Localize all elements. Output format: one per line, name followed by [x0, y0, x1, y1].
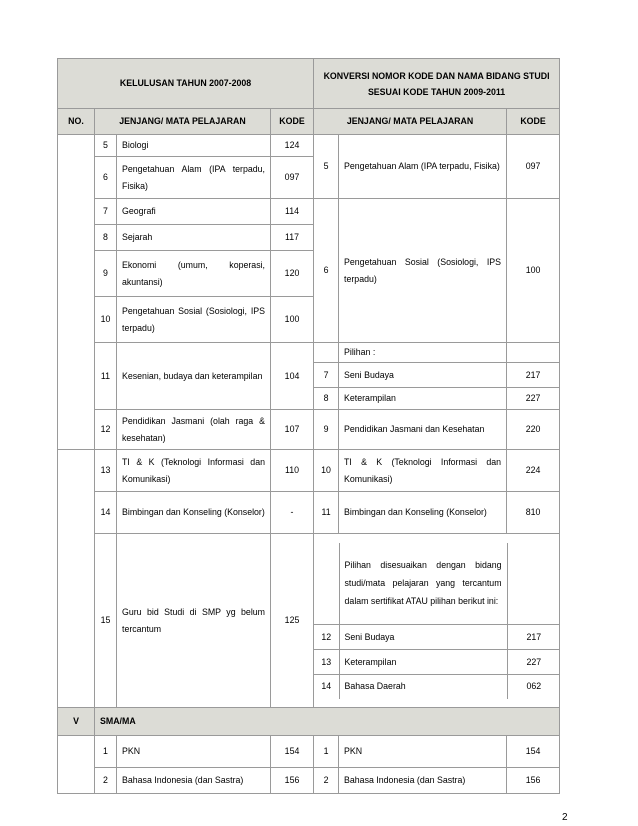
- new-row-number: 6: [314, 199, 339, 343]
- subject-code: 104: [271, 343, 314, 410]
- subject-code: 125: [271, 534, 314, 708]
- subject-name: Pendidikan Jasmani (olah raga & kesehatan): [117, 410, 271, 450]
- row-number: 14: [95, 492, 117, 534]
- subject-name: Kesenian, budaya dan keterampilan: [117, 343, 271, 410]
- new-row-number: 12: [314, 625, 339, 650]
- nested-table: [314, 543, 560, 699]
- left-header-title: KELULUSAN TAHUN 2007-2008: [58, 59, 314, 109]
- subject-name: Bahasa Indonesia (dan Sastra): [117, 768, 271, 794]
- new-subject-code: 097: [507, 135, 560, 199]
- blank-cell: [314, 343, 339, 363]
- new-subject-code: 810: [507, 492, 560, 534]
- new-row-number: 11: [314, 492, 339, 534]
- row-number: 9: [95, 251, 117, 297]
- table-row: [314, 625, 560, 650]
- new-subject-name: PKN: [339, 736, 507, 768]
- right-header-title: KONVERSI NOMOR KODE DAN NAMA BIDANG STUDI SESUAI KODE TAHUN 2009-2011: [314, 59, 560, 109]
- subject-name: Sejarah: [117, 225, 271, 251]
- new-subject-code: 220: [507, 410, 560, 450]
- new-subject-code: 062: [507, 675, 560, 699]
- table-row: [58, 199, 560, 225]
- new-subject-code: 227: [507, 388, 560, 410]
- subject-code: 107: [271, 410, 314, 450]
- subject-name: TI & K (Teknologi Informasi dan Komunikasi): [117, 450, 271, 492]
- new-row-number: 1: [314, 736, 339, 768]
- new-subject-code: 227: [507, 650, 560, 675]
- subject-name: Biologi: [117, 135, 271, 157]
- new-subject-code: 154: [507, 736, 560, 768]
- new-subject-name: Seni Budaya: [339, 625, 507, 650]
- blank-no-cell: [58, 450, 95, 708]
- new-row-number: 8: [314, 388, 339, 410]
- section-roman: V: [58, 708, 95, 736]
- row-number: 13: [95, 450, 117, 492]
- pilihan-note: Pilihan disesuaikan dengan bidang studi/mata pelajaran yang tercantum dalam sertifikat ATAU pilihan berikut ini:: [339, 543, 507, 625]
- row-number: 10: [95, 297, 117, 343]
- subject-code: 117: [271, 225, 314, 251]
- new-subject-name: Bahasa Indonesia (dan Sastra): [339, 768, 507, 794]
- new-row-number: 10: [314, 450, 339, 492]
- table-row: [58, 135, 560, 157]
- col-kode-left-header: KODE: [271, 109, 314, 135]
- table-row: [58, 736, 560, 768]
- new-subject-name: Pendidikan Jasmani dan Kesehatan: [339, 410, 507, 450]
- row-number: 15: [95, 534, 117, 708]
- blank-cell: [507, 343, 560, 363]
- new-subject-code: 156: [507, 768, 560, 794]
- subject-code: 154: [271, 736, 314, 768]
- table-row: [58, 450, 560, 492]
- subject-name: Pengetahuan Sosial (Sosiologi, IPS terpadu): [117, 297, 271, 343]
- subject-name: Pengetahuan Alam (IPA terpadu, Fisika): [117, 157, 271, 199]
- subject-code: 124: [271, 135, 314, 157]
- table-row: [58, 768, 560, 794]
- subject-code: 156: [271, 768, 314, 794]
- new-row-number: 13: [314, 650, 339, 675]
- page-number: 2: [562, 812, 568, 823]
- new-subject-name: Bimbingan dan Konseling (Konselor): [339, 492, 507, 534]
- new-subject-name: Pengetahuan Sosial (Sosiologi, IPS terpadu): [339, 199, 507, 343]
- subject-code: 100: [271, 297, 314, 343]
- new-subject-name: TI & K (Teknologi Informasi dan Komunikasi): [339, 450, 507, 492]
- blank-no-cell: [58, 736, 95, 794]
- row-number: 1: [95, 736, 117, 768]
- conversion-table: [57, 58, 560, 794]
- table-row: [58, 492, 560, 534]
- pilihan-block: [314, 534, 560, 708]
- subject-name: Guru bid Studi di SMP yg belum tercantum: [117, 534, 271, 708]
- table-row: [314, 650, 560, 675]
- new-subject-code: 217: [507, 363, 560, 388]
- row-number: 8: [95, 225, 117, 251]
- new-row-number: 14: [314, 675, 339, 699]
- col-no-header: NO.: [58, 109, 95, 135]
- new-row-number: 5: [314, 135, 339, 199]
- new-subject-name: Keterampilan: [339, 388, 507, 410]
- col-kode-right-header: KODE: [507, 109, 560, 135]
- subject-name: Geografi: [117, 199, 271, 225]
- blank-cell: [314, 543, 339, 625]
- col-jenjang-right-header: JENJANG/ MATA PELAJARAN: [314, 109, 507, 135]
- table-row: [58, 410, 560, 450]
- subject-name: PKN: [117, 736, 271, 768]
- row-number: 7: [95, 199, 117, 225]
- section-row: [58, 708, 560, 736]
- blank-no-cell: [58, 135, 95, 450]
- subject-code: 110: [271, 450, 314, 492]
- table-row: [314, 675, 560, 699]
- new-subject-name: Seni Budaya: [339, 363, 507, 388]
- new-subject-name: Bahasa Daerah: [339, 675, 507, 699]
- new-row-number: 2: [314, 768, 339, 794]
- new-row-number: 9: [314, 410, 339, 450]
- section-label: SMA/MA: [95, 708, 560, 736]
- subject-code: -: [271, 492, 314, 534]
- new-subject-code: 100: [507, 199, 560, 343]
- subject-name: Ekonomi (umum, koperasi, akuntansi): [117, 251, 271, 297]
- table-row: [314, 543, 560, 625]
- table-row: [58, 534, 560, 708]
- pilihan-label: Pilihan :: [339, 343, 507, 363]
- new-subject-code: 217: [507, 625, 560, 650]
- row-number: 6: [95, 157, 117, 199]
- new-row-number: 7: [314, 363, 339, 388]
- row-number: 2: [95, 768, 117, 794]
- subject-code: 120: [271, 251, 314, 297]
- col-jenjang-left-header: JENJANG/ MATA PELAJARAN: [95, 109, 271, 135]
- subject-code: 097: [271, 157, 314, 199]
- subject-name: Bimbingan dan Konseling (Konselor): [117, 492, 271, 534]
- row-number: 11: [95, 343, 117, 410]
- row-number: 5: [95, 135, 117, 157]
- row-number: 12: [95, 410, 117, 450]
- table-row: [58, 343, 560, 363]
- new-subject-name: Pengetahuan Alam (IPA terpadu, Fisika): [339, 135, 507, 199]
- new-subject-code: 224: [507, 450, 560, 492]
- new-subject-name: Keterampilan: [339, 650, 507, 675]
- blank-cell: [507, 543, 560, 625]
- subject-code: 114: [271, 199, 314, 225]
